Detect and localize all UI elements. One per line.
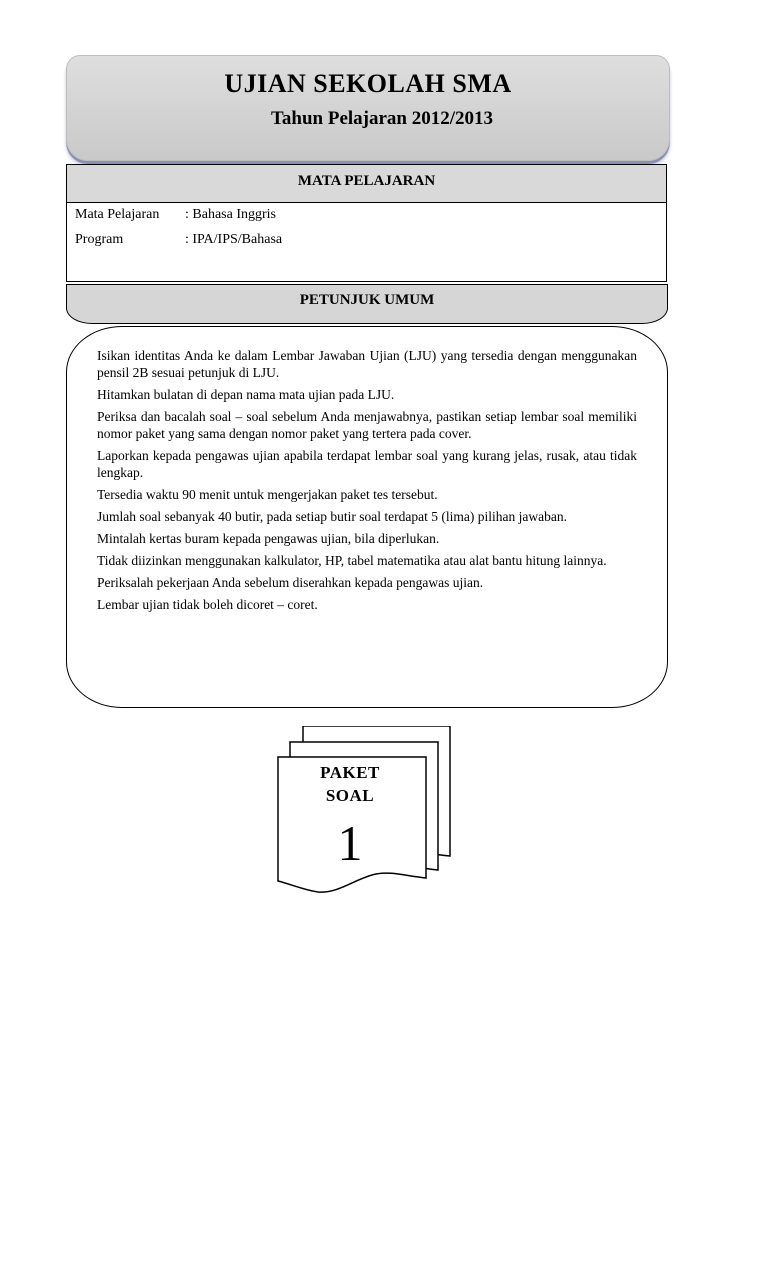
list-item: Periksalah pekerjaan Anda sebelum diserahkan kepada pengawas ujian.: [97, 575, 484, 590]
soal-label: SOAL: [325, 786, 375, 805]
program-value: : IPA/IPS/Bahasa: [185, 232, 283, 247]
list-item: Jumlah soal sebanyak 40 butir, pada setiap butir soal terdapat 5 (lima) pilihan jawaban.: [97, 509, 567, 524]
mata-pelajaran-heading: MATA PELAJARAN: [67, 165, 666, 203]
subject-value: : Bahasa Inggris: [185, 207, 276, 222]
list-item: Hitamkan bulatan di depan nama mata ujian pada LJU.: [97, 387, 395, 402]
document-subtitle: Tahun Pelajaran 2012/2013: [270, 108, 494, 129]
list-item: Laporkan kepada pengawas ujian apabila terdapat lembar soal yang kurang jelas, rusak, atau tidak lengkap.: [97, 448, 637, 480]
subject-label: Mata Pelajaran: [75, 207, 160, 222]
mata-pelajaran-box: [66, 164, 667, 282]
paket-label: PAKET: [320, 763, 380, 782]
list-item: Tidak diizinkan menggunakan kalkulator, HP, tabel matematika atau alat bantu hitung lainnya.: [97, 553, 607, 568]
list-item: Isikan identitas Anda ke dalam Lembar Jawaban Ujian (LJU) yang tersedia dengan menggunakan pensil 2B sesuai petunjuk di LJU.: [97, 348, 637, 380]
list-item: Lembar ujian tidak boleh dicoret – coret.: [97, 597, 318, 612]
paket-number: 1: [337, 815, 363, 871]
program-label: Program: [75, 232, 124, 247]
list-item: Periksa dan bacalah soal – soal sebelum Anda menjawabnya, pastikan setiap lembar soal memiliki nomor paket yang sama dengan nomor paket yang tertera pada cover.: [97, 409, 637, 441]
instruction-list: [97, 347, 637, 618]
header-banner: [66, 55, 670, 161]
document-title: UJIAN SEKOLAH SMA: [224, 69, 512, 98]
petunjuk-umum-heading: PETUNJUK UMUM: [66, 284, 668, 324]
list-item: Tersedia waktu 90 menit untuk mengerjakan paket tes tersebut.: [97, 487, 438, 502]
list-item: Mintalah kertas buram kepada pengawas ujian, bila diperlukan.: [97, 531, 440, 546]
